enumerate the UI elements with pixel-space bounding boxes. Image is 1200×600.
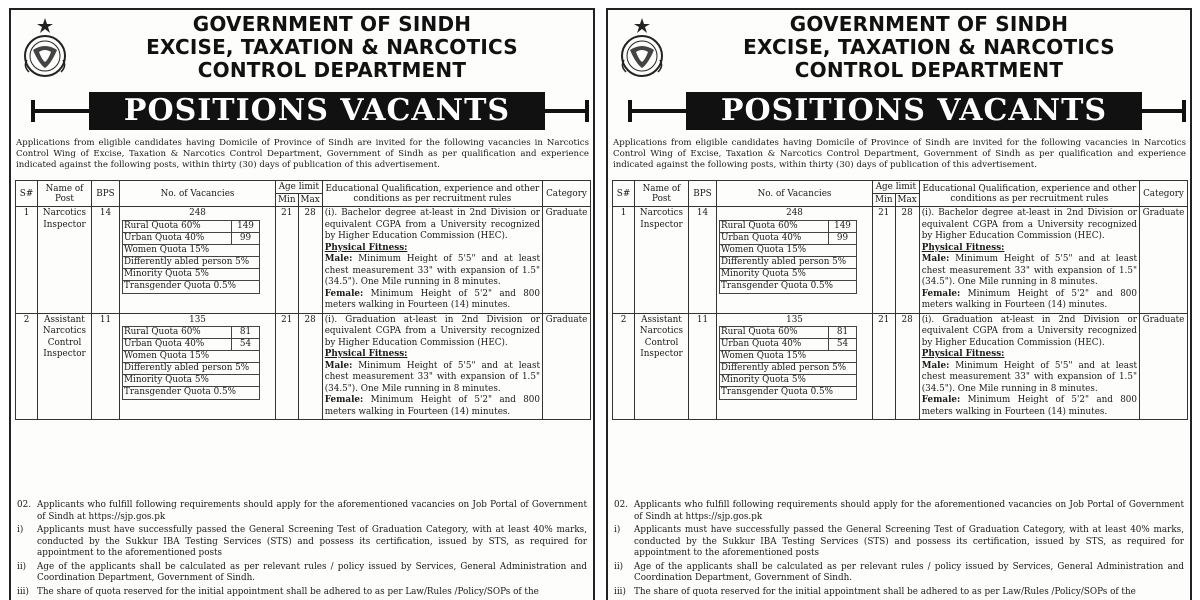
advertisement-copy-left [9, 8, 595, 600]
row-qualification [322, 313, 542, 420]
row-post-name: Assistant Narcotics Control Inspector [635, 313, 689, 420]
female-label: Female: [324, 288, 364, 299]
quota-name: Rural Quota 60% [721, 327, 798, 337]
row-age-max: 28 [298, 313, 322, 420]
requirement-item [614, 562, 1184, 585]
requirement-number: ii) [17, 561, 27, 572]
title-line-3: CONTROL DEPARTMENT [794, 58, 1064, 82]
requirement-number: 02. [17, 500, 31, 510]
vacancies-table [612, 180, 1188, 420]
header-age-max: Max [298, 194, 322, 207]
header-post: Name of Post [38, 181, 92, 207]
physical-fitness-heading: Physical Fitness: [324, 349, 408, 359]
header-bps: BPS [689, 181, 717, 207]
banner-bar-left [628, 109, 686, 113]
title-line-1: GOVERNMENT OF SINDH [192, 12, 472, 36]
requirement-item [614, 500, 1184, 523]
title-line-1: GOVERNMENT OF SINDH [789, 12, 1069, 36]
quota-name: Minority Quota 5% [124, 268, 209, 279]
row-category: Graduate [1140, 207, 1188, 314]
quota-name: Differently abled person 5% [721, 363, 847, 373]
quota-count: 99 [231, 233, 259, 244]
row-bps: 14 [689, 207, 717, 314]
header-vacancies: No. of Vacancies [120, 181, 276, 207]
quota-name: Urban Quota 40% [124, 232, 205, 243]
female-requirement [325, 289, 540, 312]
row-age-max: 28 [895, 313, 919, 420]
banner-bar-end-right [1182, 100, 1186, 122]
male-label: Male: [921, 254, 950, 264]
row-post-name: Assistant Narcotics Control Inspector [38, 313, 92, 420]
ad-header [608, 10, 1190, 128]
row-age-max: 28 [895, 207, 919, 314]
quota-row [123, 245, 259, 257]
qualification-text: (i). Graduation at-least in 2nd Division or equivalent CGPA from a University recognized by Higher Education Commission (HEC). [921, 314, 1137, 348]
department-title [688, 13, 1170, 82]
row-age-max: 28 [298, 207, 322, 314]
requirement-item [614, 525, 1184, 560]
row-age-min: 21 [873, 207, 896, 314]
female-requirement [922, 395, 1137, 418]
male-requirement [325, 254, 540, 289]
quota-name: Transgender Quota 0.5% [721, 387, 833, 397]
quota-row [720, 351, 856, 363]
requirement-text: Applicants must have successfully passed the General Screening Test of Graduation Category, with at least 40% marks, conducted by the Sukkur IBA Testing Services (STS) and possess its certification, issued by STS, as required for appointment to the aforementioned posts [634, 525, 1184, 558]
female-label: Female: [921, 288, 961, 299]
requirement-number: i) [17, 525, 24, 535]
table-row [613, 313, 1188, 420]
requirement-item [17, 587, 587, 599]
physical-fitness-heading: Physical Fitness: [921, 349, 1005, 359]
banner-bar-right [545, 109, 589, 113]
requirement-text: Applicants who fulfill following requirements should apply for the aforementioned vacancies on Job Portal of Government of Sindh at https://sjp.gos.pk [634, 500, 1184, 522]
quota-name: Urban Quota 40% [721, 232, 802, 243]
header-category: Category [1140, 181, 1188, 207]
banner-bar-end-left [628, 100, 632, 122]
requirement-text: Applicants must have successfully passed the General Screening Test of Graduation Category, with at least 40% marks, conducted by the Sukkur IBA Testing Services (STS) and possess its certification, issued by STS, as required for appointment to the aforementioned posts [37, 525, 587, 558]
quota-row [123, 387, 259, 399]
requirement-text: The share of quota reserved for the initial appointment shall be adhered to as per Law/Rules /Policy/SOPs of the [634, 586, 1136, 597]
quota-row [123, 233, 259, 245]
title-line-2: EXCISE, TAXATION & NARCOTICS [743, 35, 1115, 59]
quota-name: Differently abled person 5% [124, 363, 250, 373]
row-qualification [919, 313, 1139, 420]
row-bps: 11 [92, 313, 120, 420]
row-qualification [919, 207, 1139, 314]
male-requirement [325, 361, 540, 396]
male-label: Male: [324, 254, 353, 264]
quota-row [123, 281, 259, 293]
male-text: Minimum Height of 5'5" and at least chest measurement 33" with expansion of 1.5" (34.5"). One Mile running in 8 minutes. [324, 360, 541, 394]
quota-name: Transgender Quota 0.5% [124, 387, 236, 397]
quota-row [720, 245, 856, 257]
intro-paragraph: Applications from eligible candidates having Domicile of Province of Sindh are invited for the following vacancies in Narcotics Control Wing of Excise, Taxation & Narcotics Control Department, Government of Sindh as per qualification and experience indicated against the following posts, within thirty (30) days of publication of this advertisement. [16, 138, 589, 170]
row-post-name: Narcotics Inspector [635, 207, 689, 314]
row-age-min: 21 [276, 313, 299, 420]
female-text: Minimum Height of 5'2" and 800 meters walking in Fourteen (14) minutes. [921, 395, 1138, 417]
quota-row [123, 269, 259, 281]
quota-name: Urban Quota 40% [124, 339, 205, 349]
qualification-text: (i). Bachelor degree at-least in 2nd Division or equivalent CGPA from a University recognized by Higher Education Commission (HEC). [921, 208, 1137, 241]
title-line-3: CONTROL DEPARTMENT [197, 58, 467, 82]
positions-vacant-banner: POSITIONS VACANTS [89, 92, 545, 130]
physical-fitness-heading: Physical Fitness: [324, 242, 408, 253]
quota-name: Rural Quota 60% [124, 220, 201, 231]
quota-name: Women Quota 15% [124, 244, 210, 255]
table-row [16, 313, 591, 420]
intro-paragraph: Applications from eligible candidates having Domicile of Province of Sindh are invited for the following vacancies in Narcotics Control Wing of Excise, Taxation & Narcotics Control Department, Government of Sindh as per qualification and experience indicated against the following posts, within thirty (30) days of publication of this advertisement. [613, 138, 1186, 170]
requirement-item [17, 525, 587, 560]
quota-row [720, 221, 856, 233]
female-label: Female: [921, 395, 961, 405]
header-post: Name of Post [635, 181, 689, 207]
row-age-min: 21 [276, 207, 299, 314]
quota-row [123, 339, 259, 351]
quota-name: Minority Quota 5% [124, 375, 209, 385]
quota-count: 54 [828, 339, 856, 350]
quota-row [720, 281, 856, 293]
row-sno: 1 [613, 207, 635, 314]
quota-row [720, 387, 856, 399]
requirement-number: iii) [17, 586, 29, 597]
quota-count: 149 [231, 221, 259, 232]
quota-breakdown [719, 326, 857, 400]
header-age-min: Min [873, 194, 896, 207]
quota-row [720, 257, 856, 269]
header-sno: S# [16, 181, 38, 207]
quota-count: 81 [231, 327, 259, 338]
male-text: Minimum Height of 5'5" and at least chest measurement 33" with expansion of 1.5" (34.5"). One Mile running in 8 minutes. [324, 254, 541, 287]
male-text: Minimum Height of 5'5" and at least chest measurement 33" with expansion of 1.5" (34.5"). One Mile running in 8 minutes. [921, 360, 1138, 394]
requirement-number: ii) [614, 561, 624, 572]
requirement-number: i) [614, 525, 621, 535]
row-qualification [322, 207, 542, 314]
male-label: Male: [324, 360, 353, 371]
quota-row [720, 233, 856, 245]
department-title [91, 13, 573, 82]
female-requirement [325, 395, 540, 418]
quota-row [123, 257, 259, 269]
requirement-text: Age of the applicants shall be calculated as per relevant rules / policy issued by Services, General Administration and Coordination Department, Government of Sindh. [634, 561, 1184, 583]
female-text: Minimum Height of 5'2" and 800 meters walking in Fourteen (14) minutes. [324, 395, 541, 417]
quota-row [123, 221, 259, 233]
row-category: Graduate [543, 207, 591, 314]
physical-fitness-heading: Physical Fitness: [921, 242, 1005, 253]
requirements-section [17, 500, 587, 600]
quota-breakdown [122, 220, 260, 294]
banner-bar-left [31, 109, 89, 113]
header-vacancies: No. of Vacancies [717, 181, 873, 207]
sindh-government-emblem-icon [19, 16, 71, 78]
requirement-number: 02. [614, 500, 628, 510]
table-row [613, 207, 1188, 314]
table-row [16, 207, 591, 314]
ad-header [11, 10, 593, 128]
requirement-item [614, 587, 1184, 599]
quota-breakdown [122, 326, 260, 400]
requirement-text: The share of quota reserved for the initial appointment shall be adhered to as per Law/Rules /Policy/SOPs of the [37, 586, 539, 597]
male-text: Minimum Height of 5'5" and at least chest measurement 33" with expansion of 1.5" (34.5"). One Mile running in 8 minutes. [921, 254, 1138, 287]
male-label: Male: [921, 360, 950, 371]
header-age-limit: Age limit [276, 181, 323, 194]
quota-row [123, 375, 259, 387]
quota-row [123, 363, 259, 375]
male-requirement [922, 361, 1137, 396]
quota-count: 99 [828, 233, 856, 244]
banner-bar-right [1142, 109, 1186, 113]
quota-name: Transgender Quota 0.5% [721, 280, 833, 291]
female-requirement [922, 289, 1137, 312]
row-post-name: Narcotics Inspector [38, 207, 92, 314]
row-sno: 1 [16, 207, 38, 314]
header-sno: S# [613, 181, 635, 207]
female-text: Minimum Height of 5'2" and 800 meters walking in Fourteen (14) minutes. [921, 288, 1138, 310]
row-vacancies [120, 313, 276, 420]
quota-row [720, 269, 856, 281]
table-header-row [16, 181, 591, 194]
quota-name: Minority Quota 5% [721, 268, 806, 279]
title-line-2: EXCISE, TAXATION & NARCOTICS [146, 35, 518, 59]
quota-name: Rural Quota 60% [124, 327, 201, 337]
male-requirement [922, 254, 1137, 289]
requirement-text: Age of the applicants shall be calculated as per relevant rules / policy issued by Services, General Administration and Coordination Department, Government of Sindh. [37, 561, 587, 583]
header-category: Category [543, 181, 591, 207]
quota-count: 54 [231, 339, 259, 350]
quota-name: Urban Quota 40% [721, 339, 802, 349]
qualification-text: (i). Bachelor degree at-least in 2nd Division or equivalent CGPA from a University recognized by Higher Education Commission (HEC). [324, 208, 540, 241]
requirement-text: Applicants who fulfill following requirements should apply for the aforementioned vacancies on Job Portal of Government of Sindh at https://sjp.gos.pk [37, 500, 587, 522]
quota-name: Women Quota 15% [124, 351, 210, 361]
advertisement-copy-right [606, 8, 1192, 600]
row-age-min: 21 [873, 313, 896, 420]
quota-name: Women Quota 15% [721, 351, 807, 361]
qualification-text: (i). Graduation at-least in 2nd Division or equivalent CGPA from a University recognized by Higher Education Commission (HEC). [324, 314, 540, 348]
row-bps: 14 [92, 207, 120, 314]
row-vacancies [717, 207, 873, 314]
requirement-number: iii) [614, 586, 626, 597]
row-sno: 2 [613, 313, 635, 420]
quota-name: Differently abled person 5% [721, 256, 847, 267]
sindh-government-emblem-icon [616, 16, 668, 78]
row-vacancies [120, 207, 276, 314]
vacancy-total: 135 [189, 314, 206, 325]
quota-count: 149 [828, 221, 856, 232]
row-category: Graduate [1140, 313, 1188, 420]
requirements-section [614, 500, 1184, 600]
table-header-row [613, 181, 1188, 194]
vacancy-total: 248 [786, 208, 803, 218]
row-bps: 11 [689, 313, 717, 420]
quota-breakdown [719, 220, 857, 294]
quota-row [123, 327, 259, 339]
banner-bar-end-right [585, 100, 589, 122]
requirement-item [17, 562, 587, 585]
header-age-max: Max [895, 194, 919, 207]
header-qualification: Educational Qualification, experience and other conditions as per recruitment rules [919, 181, 1139, 207]
quota-name: Rural Quota 60% [721, 220, 798, 231]
quota-name: Minority Quota 5% [721, 375, 806, 385]
row-category: Graduate [543, 313, 591, 420]
quota-row [123, 351, 259, 363]
female-label: Female: [324, 395, 364, 405]
quota-count: 81 [828, 327, 856, 338]
vacancy-total: 135 [786, 314, 803, 325]
vacancies-table [15, 180, 591, 420]
header-qualification: Educational Qualification, experience and other conditions as per recruitment rules [322, 181, 542, 207]
quota-row [720, 339, 856, 351]
quota-row [720, 363, 856, 375]
banner-bar-end-left [31, 100, 35, 122]
header-age-limit: Age limit [873, 181, 920, 194]
requirement-item [17, 500, 587, 523]
quota-name: Women Quota 15% [721, 244, 807, 255]
quota-row [720, 375, 856, 387]
row-sno: 2 [16, 313, 38, 420]
quota-name: Differently abled person 5% [124, 256, 250, 267]
vacancy-total: 248 [189, 208, 206, 218]
header-bps: BPS [92, 181, 120, 207]
header-age-min: Min [276, 194, 299, 207]
quota-name: Transgender Quota 0.5% [124, 280, 236, 291]
quota-row [720, 327, 856, 339]
row-vacancies [717, 313, 873, 420]
female-text: Minimum Height of 5'2" and 800 meters walking in Fourteen (14) minutes. [324, 288, 541, 310]
positions-vacant-banner: POSITIONS VACANTS [686, 92, 1142, 130]
